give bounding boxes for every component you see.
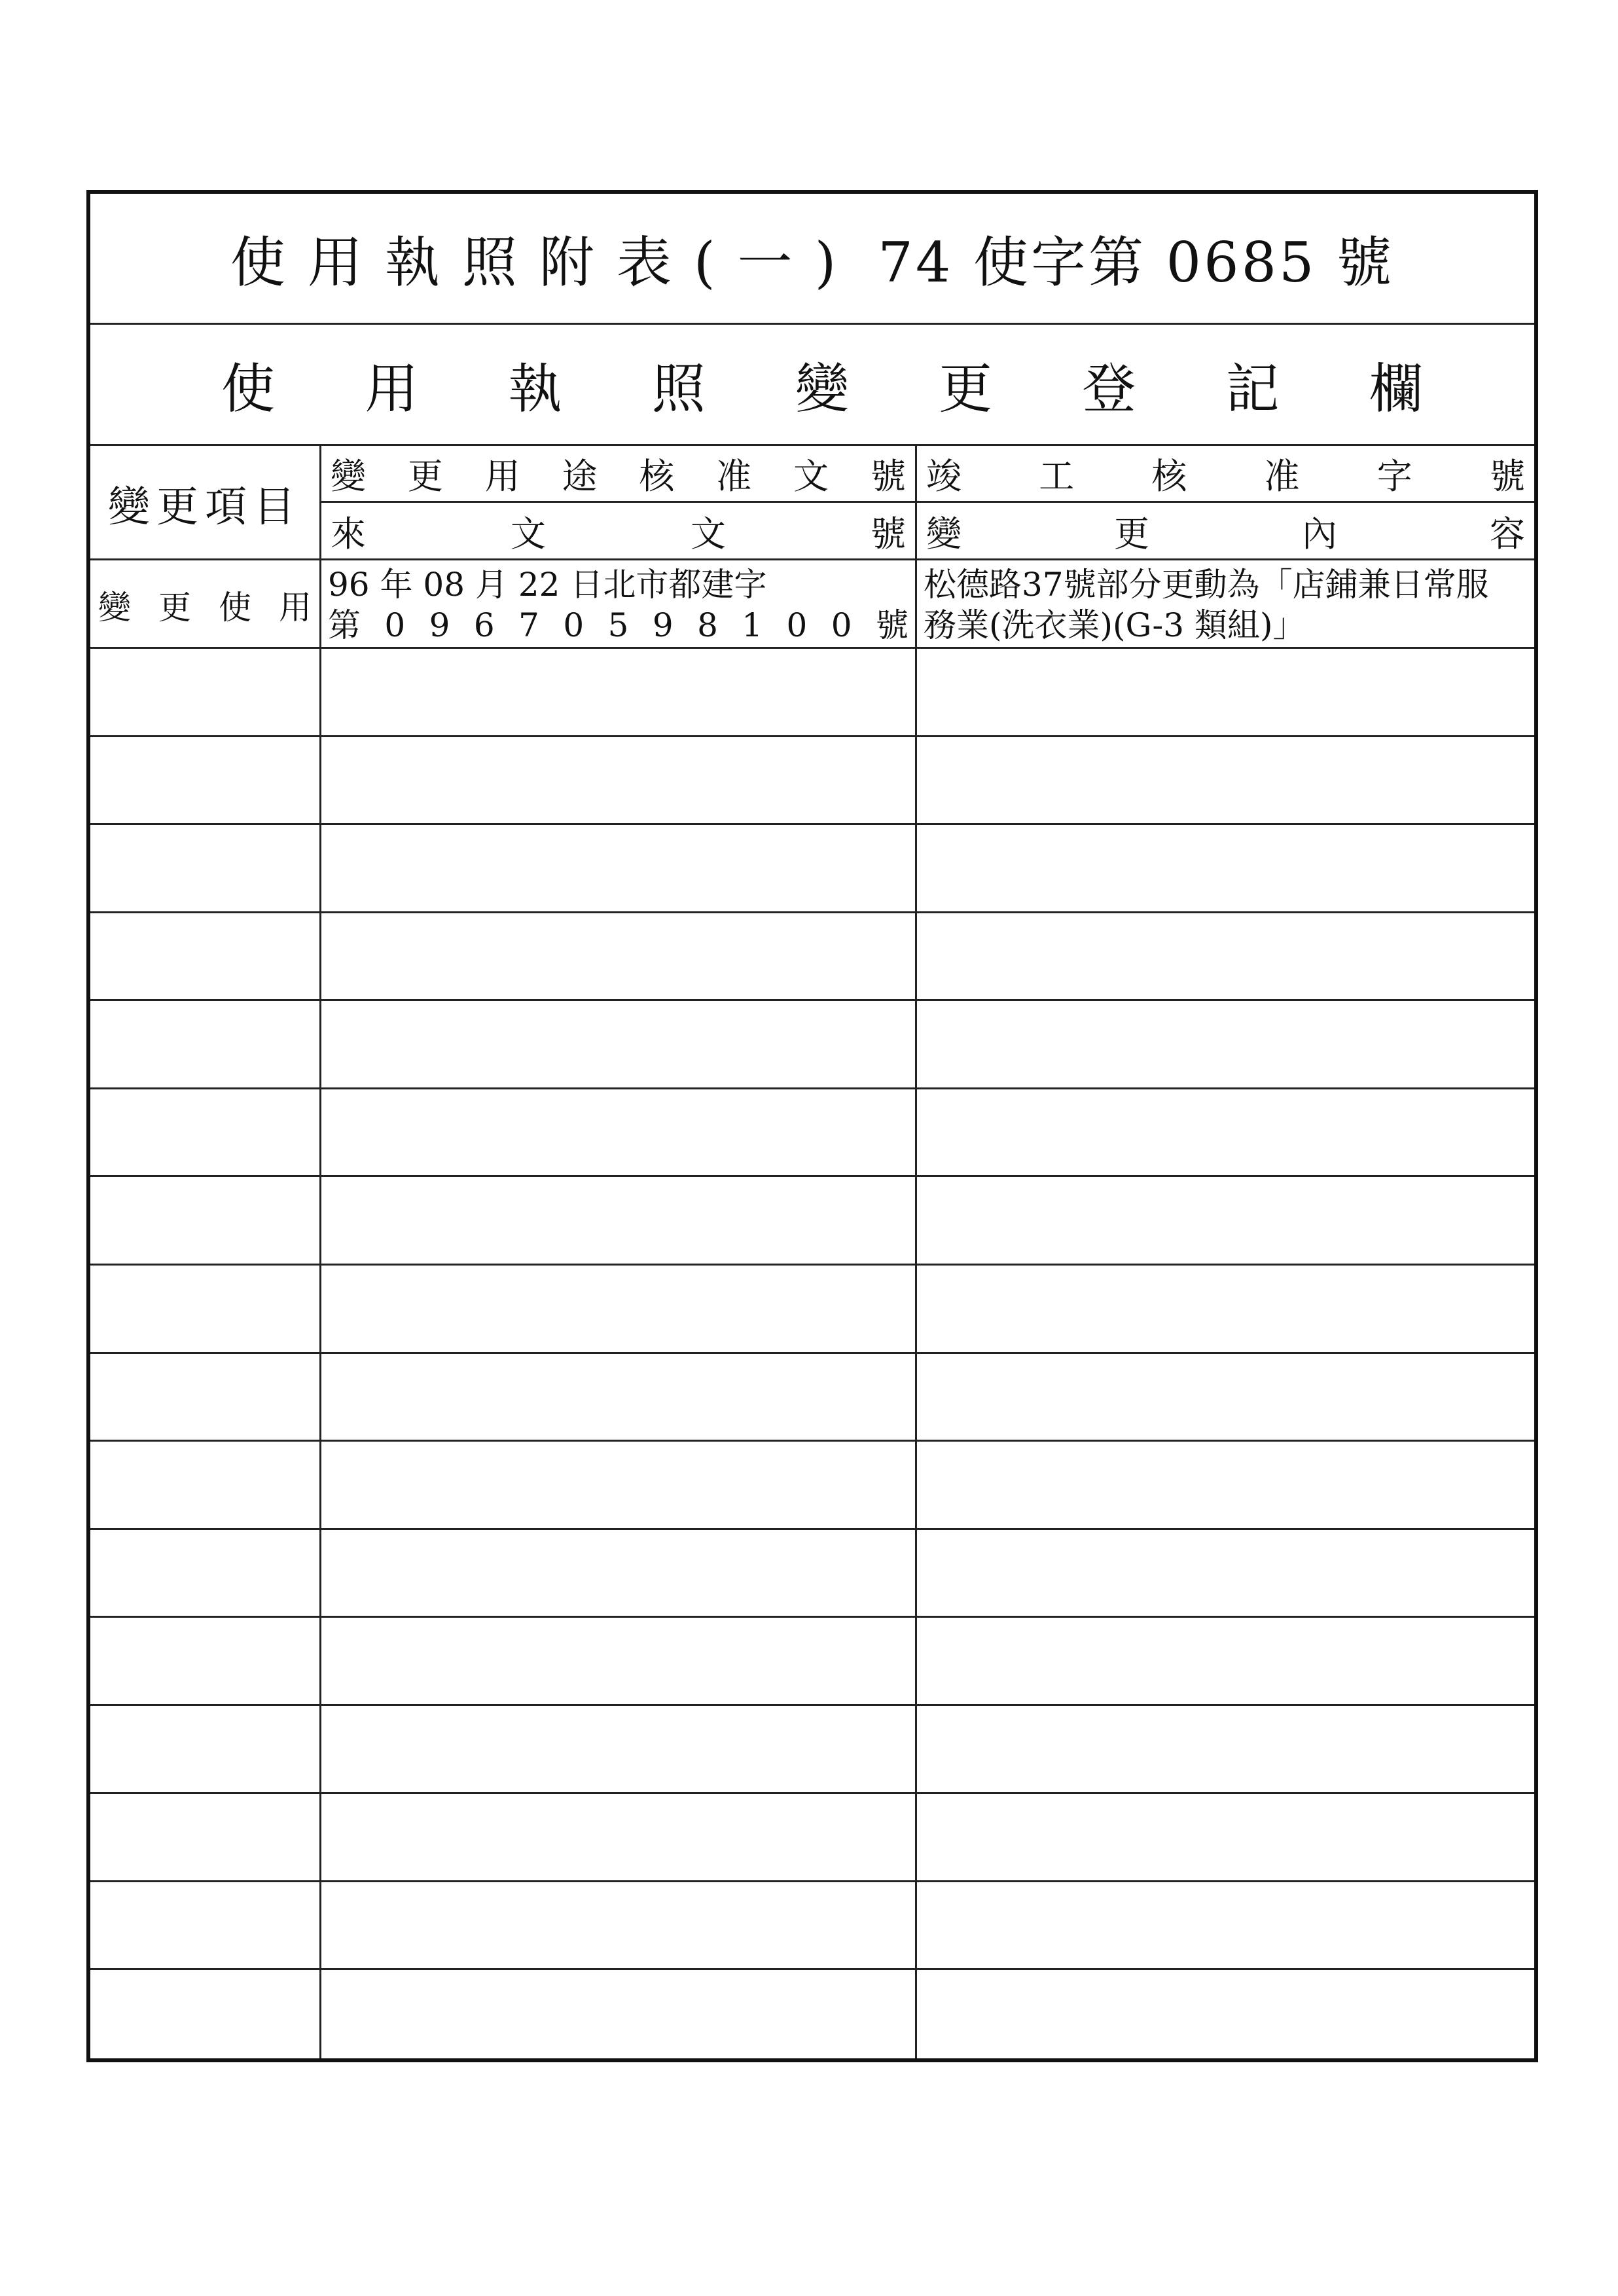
section-title-char: 更: [939, 357, 993, 420]
entry-doc-line2-char: 9: [429, 606, 450, 644]
header-incoming-doc-no-char: 文: [691, 513, 726, 555]
permit-number: 74 使字第 0685 號: [878, 230, 1395, 295]
entry-doc-line2-char: 號: [876, 606, 908, 644]
form-title: [90, 194, 1534, 325]
entry-item-char: 變: [98, 588, 131, 627]
empty-cell: [915, 913, 1534, 1000]
header-approval-doc-no-char: 號: [870, 455, 906, 497]
empty-cell: [319, 1706, 915, 1793]
section-title-char: 照: [651, 357, 706, 420]
empty-cell: [90, 1706, 319, 1793]
entry-content: [915, 560, 1534, 649]
entry-doc-line2-char: 7: [518, 606, 539, 644]
entry-content-line1: 松德路37號部分更動為「店鋪兼日常服: [924, 566, 1489, 604]
header-change-content-char: 容: [1490, 513, 1525, 555]
empty-cell: [915, 649, 1534, 735]
empty-cell: [319, 1882, 915, 1969]
empty-cell: [90, 1354, 319, 1440]
header-content-column: [915, 446, 1534, 560]
table-row: [90, 1442, 1534, 1530]
empty-cell: [90, 1530, 319, 1616]
empty-cell: [319, 913, 915, 1000]
empty-cell: [319, 825, 915, 911]
entry-doc-line2: [328, 605, 908, 646]
table-row: [90, 560, 1534, 649]
entry-content-line2: 務業(洗衣業)(G-3 類組)」: [924, 606, 1306, 644]
entry-doc-line2-char: 1: [742, 606, 763, 644]
empty-cell: [319, 1266, 915, 1352]
entry-doc-line2-char: 0: [831, 606, 852, 644]
empty-cell: [90, 649, 319, 735]
header-completion-no-char: 工: [1039, 455, 1075, 497]
empty-cell: [915, 737, 1534, 824]
header-approval-doc-no-char: 准: [716, 455, 752, 497]
table-row: [90, 825, 1534, 913]
empty-cell: [915, 1089, 1534, 1176]
entry-item-char: 更: [158, 588, 191, 627]
empty-cell: [319, 1794, 915, 1880]
section-title-text: [90, 346, 1534, 423]
empty-cell: [915, 1266, 1534, 1352]
empty-cell: [319, 1618, 915, 1704]
section-title-char: 變: [795, 357, 849, 420]
entry-item-char: 用: [279, 588, 312, 627]
header-approval-doc-no-char: 變: [331, 455, 366, 497]
empty-cell: [915, 1706, 1534, 1793]
empty-cell: [90, 1794, 319, 1880]
table-row: [90, 1882, 1534, 1971]
empty-cell: [319, 1442, 915, 1528]
header-incoming-doc-no: [331, 506, 906, 556]
section-title-char: 用: [365, 357, 419, 420]
entry-doc-line2-char: 9: [652, 606, 674, 644]
empty-cell: [915, 1794, 1534, 1880]
empty-cell: [90, 825, 319, 911]
empty-cell: [915, 1001, 1534, 1087]
section-title-char: 欄: [1369, 357, 1423, 420]
header-change-content-char: 內: [1302, 513, 1337, 555]
empty-cell: [90, 913, 319, 1000]
empty-cell: [90, 1001, 319, 1087]
header-completion-no-char: 核: [1151, 455, 1187, 497]
entry-doc-line2-char: 5: [607, 606, 629, 644]
header-approval-doc-no-char: 途: [562, 455, 598, 497]
empty-cell: [915, 1177, 1534, 1264]
header-completion-no-char: 字: [1376, 455, 1412, 497]
section-title-char: 登: [1082, 357, 1136, 420]
header-approval-doc-no-char: 核: [639, 455, 675, 497]
table-row: [90, 649, 1534, 737]
table-row: [90, 1177, 1534, 1266]
table-row: [90, 1706, 1534, 1795]
form-title-prefix: 使用執照附表(一): [230, 230, 859, 295]
empty-cell: [319, 1530, 915, 1616]
header-completion-no-char: 竣: [926, 455, 962, 497]
entry-item: [90, 560, 319, 649]
header-approval-doc-no-char: 文: [793, 455, 829, 497]
empty-cell: [90, 1882, 319, 1969]
empty-cell: [915, 1970, 1534, 2058]
empty-cell: [90, 1618, 319, 1704]
table-row: [90, 1354, 1534, 1442]
entry-doc-line1: 96 年 08 月 22 日北市都建字: [328, 566, 767, 604]
empty-cell: [90, 737, 319, 824]
header-change-item: 變更項目: [108, 483, 302, 532]
empty-cell: [915, 1354, 1534, 1440]
empty-cell: [90, 1970, 319, 2058]
header-change-content-char: 更: [1114, 513, 1149, 555]
table-row: [90, 913, 1534, 1002]
empty-cell: [915, 1442, 1534, 1528]
header-completion-no-char: 號: [1489, 455, 1525, 497]
header-incoming-doc-no-char: 號: [871, 513, 906, 555]
header-approval-doc-no-char: 更: [407, 455, 443, 497]
empty-cell: [90, 1177, 319, 1264]
entry-doc-line2-char: 0: [563, 606, 584, 644]
empty-cell: [319, 649, 915, 735]
section-title: [90, 325, 1534, 446]
empty-cell: [915, 825, 1534, 911]
header-doc-column: [319, 446, 915, 560]
entry-doc-line2-char: 0: [384, 606, 406, 644]
table-row: [90, 1001, 1534, 1089]
table-row: [90, 1089, 1534, 1178]
entry-doc-line2-char: 第: [328, 606, 361, 644]
entry-doc-line2-char: 0: [786, 606, 808, 644]
table-header: [90, 446, 1534, 560]
empty-cell: [90, 1089, 319, 1176]
empty-cell: [915, 1530, 1534, 1616]
header-change-content-char: 變: [926, 513, 962, 555]
empty-cell: [90, 1442, 319, 1528]
table-row: [90, 1970, 1534, 2058]
empty-cell: [90, 1266, 319, 1352]
empty-cell: [915, 1882, 1534, 1969]
entry-doc-number: [319, 560, 915, 649]
entry-doc-line2-char: 8: [697, 606, 718, 644]
header-incoming-doc-no-char: 文: [511, 513, 546, 555]
header-incoming-doc-no-char: 來: [331, 513, 366, 555]
empty-cell: [319, 1354, 915, 1440]
table-row: [90, 1618, 1534, 1706]
section-title-char: 記: [1225, 357, 1280, 420]
empty-cell: [319, 1089, 915, 1176]
registration-form: [86, 190, 1538, 2062]
table-row: [90, 1266, 1534, 1354]
empty-cell: [319, 1001, 915, 1087]
empty-cell: [915, 1618, 1534, 1704]
header-completion-no: [926, 448, 1525, 499]
header-approval-doc-no: [331, 448, 906, 499]
header-change-content: [926, 506, 1525, 556]
table-row: [90, 1794, 1534, 1882]
empty-cell: [319, 737, 915, 824]
header-completion-no-char: 准: [1264, 455, 1300, 497]
header-approval-doc-no-char: 用: [484, 455, 520, 497]
table-row: [90, 737, 1534, 826]
section-title-char: 使: [221, 357, 276, 420]
section-title-char: 執: [508, 357, 562, 420]
entry-doc-line2-char: 6: [473, 606, 495, 644]
table-row: [90, 1530, 1534, 1618]
empty-cell: [319, 1970, 915, 2058]
empty-cell: [319, 1177, 915, 1264]
entry-item-char: 使: [219, 588, 251, 627]
